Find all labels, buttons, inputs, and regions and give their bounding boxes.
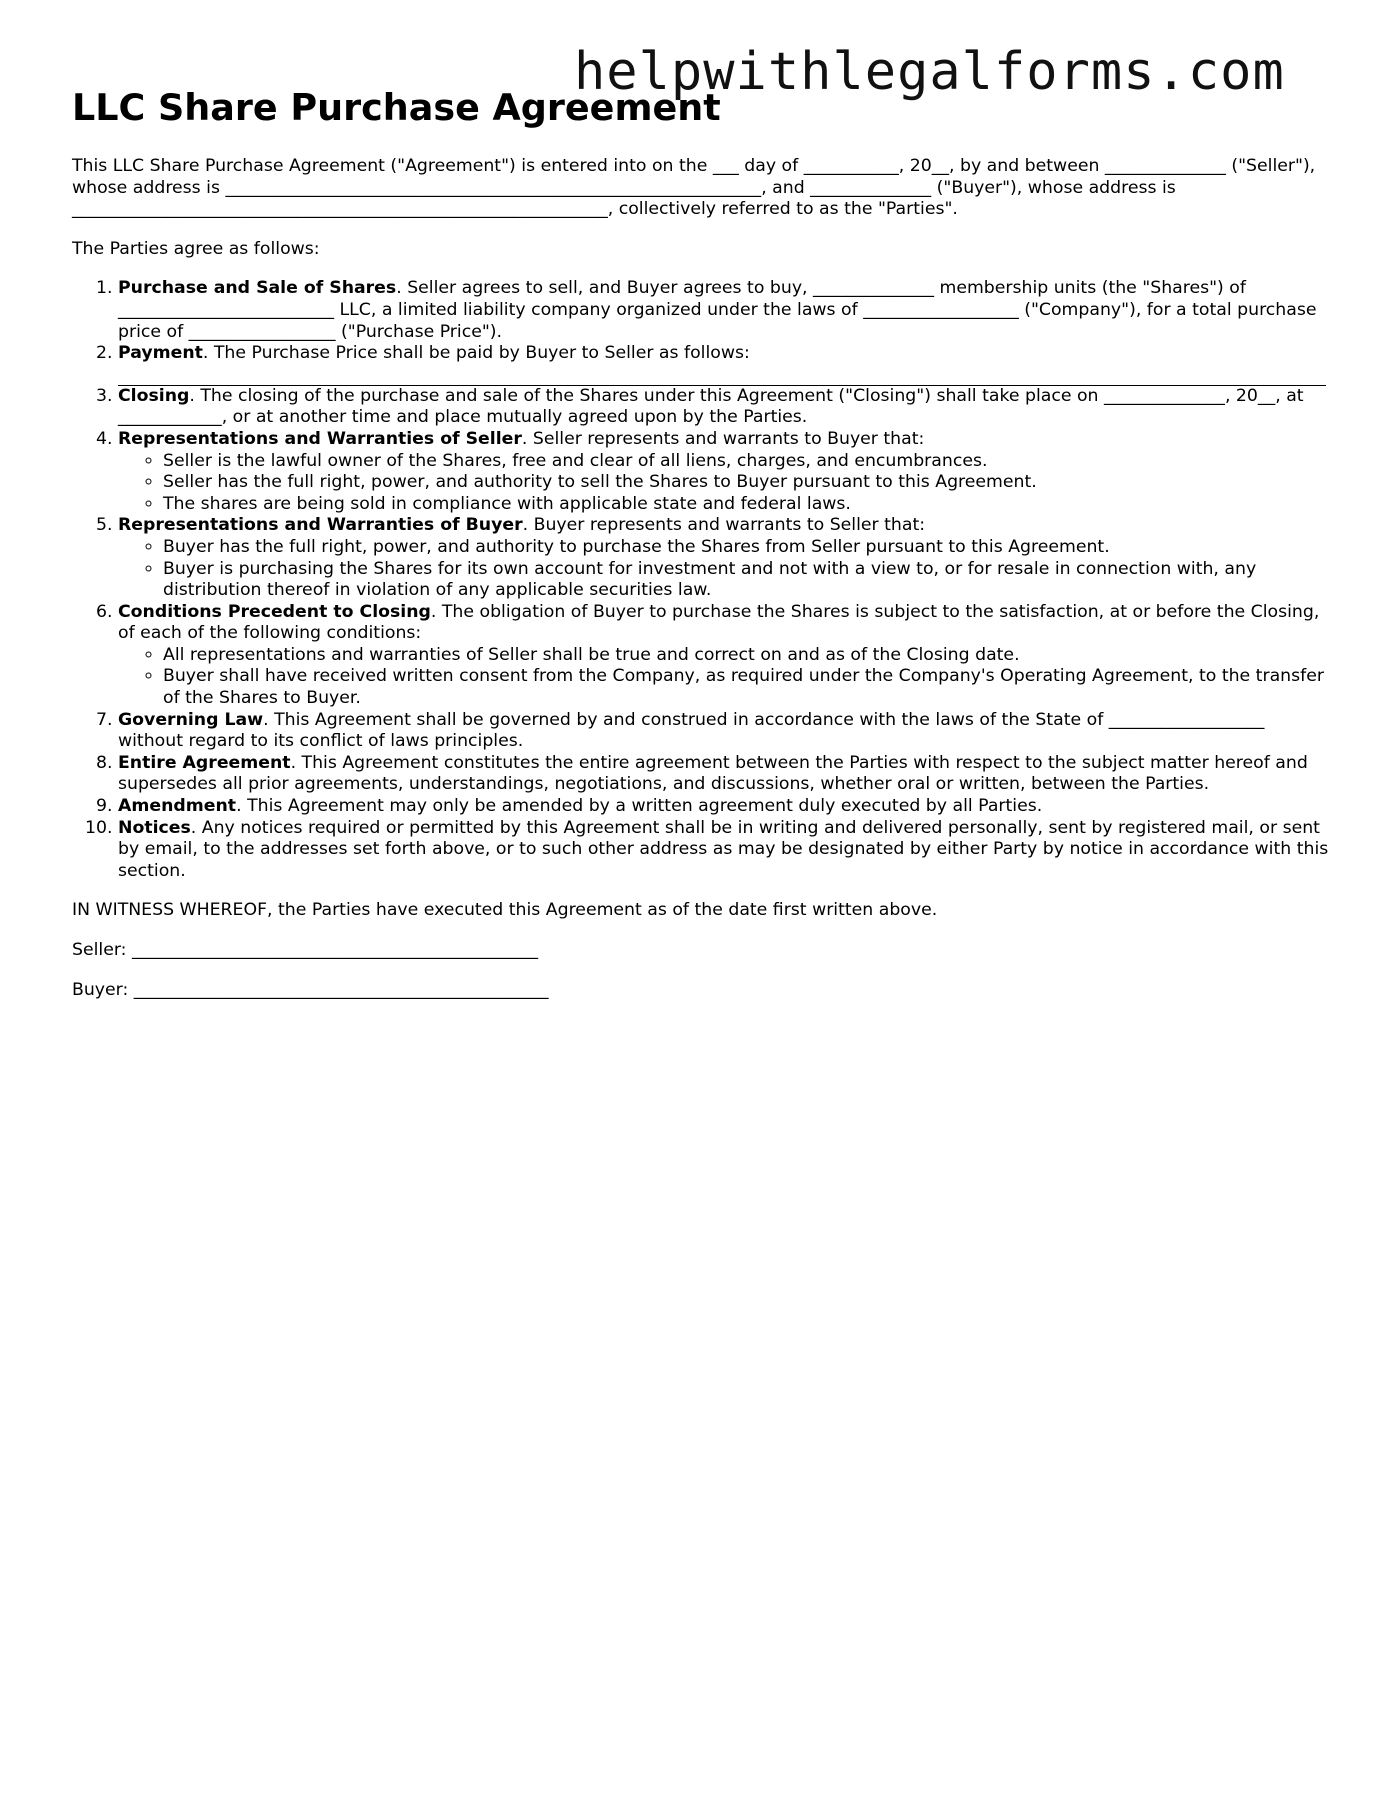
- list-item: ◦ All representations and warranties of Seller shall be true and correct on and as of the Closing date.: [163, 645, 1330, 667]
- section-notices: [118, 818, 1330, 883]
- section-heading: Closing: [118, 385, 190, 406]
- section-closing: [118, 386, 1330, 429]
- section-text: . Buyer represents and warrants to Seller that:: [522, 515, 926, 536]
- list-item: ◦ Seller is the lawful owner of the Shares, free and clear of all liens, charges, and encumbrances.: [163, 451, 1330, 473]
- section-governing-law: [118, 710, 1330, 753]
- section-text: . Seller agrees to sell, and Buyer agrees to buy, ______________ membership units (the "Shares") of _________________________ LLC, a limited liability company organized under the laws of __________________ ("Company"), for a total purchase price of _________________ ("Purchase Price").: [118, 278, 1317, 342]
- conditions-list: [118, 645, 1330, 710]
- section-seller-warranties: [118, 429, 1330, 515]
- list-item: ◦ Buyer has the full right, power, and authority to purchase the Shares from Seller pursuant to this Agreement.: [163, 537, 1330, 559]
- watermark: helpwithlegalforms.com: [574, 42, 1285, 102]
- list-item: ◦ Seller has the full right, power, and authority to sell the Shares to Buyer pursuant to this Agreement.: [163, 472, 1330, 494]
- list-item: ◦ Buyer shall have received written consent from the Company, as required under the Company's Operating Agreement, to the transfer of the Shares to Buyer.: [163, 666, 1330, 709]
- section-heading: Payment: [118, 343, 203, 364]
- witness-paragraph: IN WITNESS WHEREOF, the Parties have executed this Agreement as of the date first written above.: [72, 900, 938, 921]
- section-heading: Amendment: [118, 796, 237, 817]
- section-heading: Representations and Warranties of Seller: [118, 428, 522, 449]
- section-conditions-precedent: [118, 602, 1330, 710]
- sections-list: [72, 278, 1330, 882]
- document-page: [72, 84, 1330, 1001]
- section-heading: Notices: [118, 817, 191, 838]
- section-text: . The closing of the purchase and sale of the Shares under this Agreement ("Closing") shall take place on ______________, 20__, at ____________, or at another time and place mutually agreed upon by the Parties.: [118, 385, 1304, 428]
- payment-blank-line: [118, 365, 1326, 386]
- section-heading: Purchase and Sale of Shares: [118, 278, 397, 299]
- section-heading: Entire Agreement: [118, 752, 291, 773]
- agree-paragraph: The Parties agree as follows:: [72, 238, 320, 259]
- intro-paragraph: This LLC Share Purchase Agreement ("Agreement") is entered into on the ___ day of ___________, 20__, by and between ______________ ("Seller"), whose address is ______________________________________________________________, and ______________ ("Buyer"), whose address is ______________________________________________________________, collectively referred to as the "Parties".: [72, 156, 1316, 220]
- section-heading: Representations and Warranties of Buyer: [118, 515, 523, 536]
- section-text: . This Agreement may only be amended by a written agreement duly executed by all Parties.: [236, 796, 1043, 817]
- section-buyer-warranties: [118, 515, 1330, 601]
- buyer-warranties-list: [118, 537, 1330, 602]
- seller-warranties-list: [118, 451, 1330, 516]
- section-heading: Governing Law: [118, 709, 264, 730]
- section-amendment: [118, 796, 1330, 818]
- buyer-signature-line: Buyer: ________________________________________________: [72, 979, 549, 1000]
- section-text: . Any notices required or permitted by this Agreement shall be in writing and delivered personally, sent by registered mail, or sent by email, to the addresses set forth above, or to such other address as may be designated by either Party by notice in accordance with this section.: [118, 817, 1329, 881]
- section-entire-agreement: [118, 753, 1330, 796]
- section-text: . Seller represents and warrants to Buyer that:: [521, 428, 925, 449]
- seller-signature-line: Seller: _______________________________________________: [72, 940, 539, 960]
- section-heading: Conditions Precedent to Closing: [118, 601, 431, 622]
- section-purchase-and-sale: [118, 278, 1330, 343]
- section-text: . The Purchase Price shall be paid by Buyer to Seller as follows:: [202, 343, 750, 364]
- section-text: . This Agreement constitutes the entire agreement between the Parties with respect to the subject matter hereof and supersedes all prior agreements, understandings, negotiations, and discussions, whether oral or written, between the Parties.: [118, 752, 1308, 795]
- list-item: ◦ Buyer is purchasing the Shares for its own account for investment and not with a view to, or for resale in connection with, any distribution thereof in violation of any applicable securities law.: [163, 559, 1330, 602]
- list-item: ◦ The shares are being sold in compliance with applicable state and federal laws.: [163, 494, 1330, 516]
- document-title: LLC Share Purchase Agreement: [72, 86, 721, 129]
- section-text: . The obligation of Buyer to purchase the Shares is subject to the satisfaction, at or before the Closing, of each of the following conditions:: [118, 601, 1320, 644]
- section-payment: [118, 343, 1330, 386]
- section-text: . This Agreement shall be governed by and construed in accordance with the laws of the State of __________________ without regard to its conflict of laws principles.: [118, 709, 1265, 752]
